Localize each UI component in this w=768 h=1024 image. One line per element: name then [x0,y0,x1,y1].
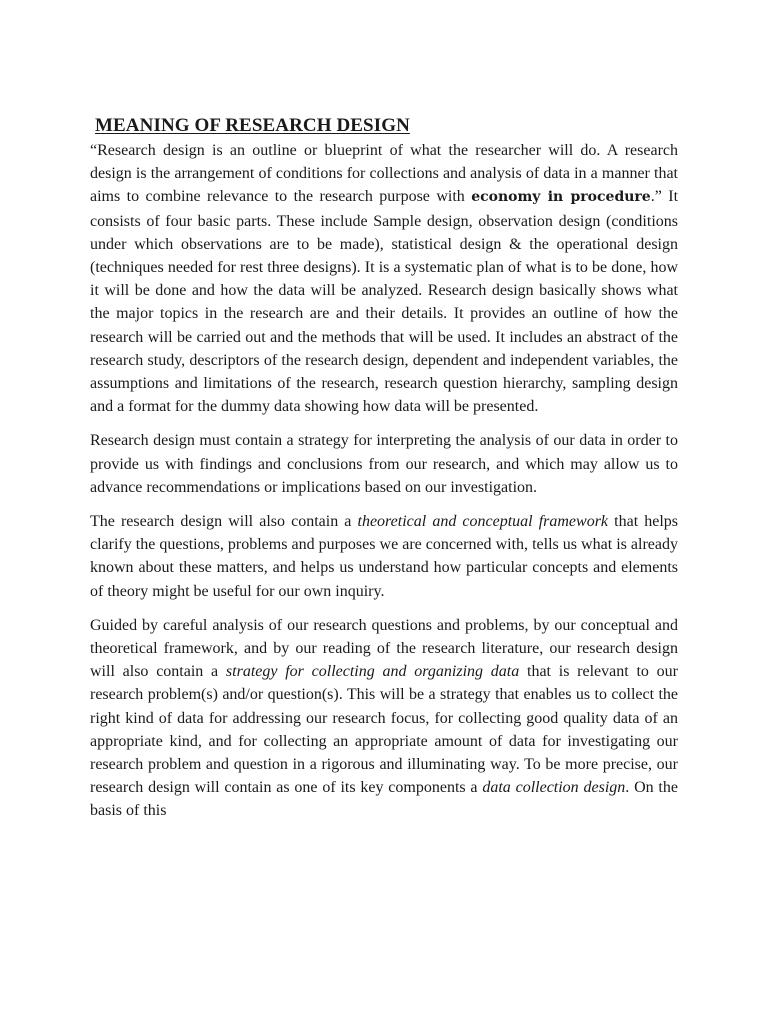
emphasis-italic: data collection design [482,779,626,797]
paragraph-definition [90,139,678,418]
emphasis-italic: s [354,478,361,496]
text-run: that is relevant to our research problem(s) and/or question(s). This will be a strategy that enables us to collect the right kind of data for addressing our research focus, for collecting good quality data of an appropriate kind, and for collecting an appropriate amount of data for investigating our research problem and question in a rigorous and illuminating way. To be more precise, our research design will contain as one of its key components a [90,663,679,797]
text-run: Guided by careful analysis of our research questions and problems, by our conceptual and theoretical framework, and by our reading of the research literature, our research design will also contain a [90,616,678,681]
paragraph-framework [90,510,678,603]
text-run: .” It consists of four basic parts. These include Sample design, observation design (conditions under which observations are to be made), statistical design & the operational design (techniques needed for rest three designs). It is a systematic plan of what is to be done, how it will be done and how the data will be analyzed. Research design basically shows what the major topics in the research are and their details. It provides an outline of how the research will be carried out and the methods that will be used. It includes an abstract of the research study, descriptors of the research design, dependent and independent variables, the assumptions and limitations of the research, research question hierarchy, sampling design and a format for the dummy data showing how data will be presented. [90,188,679,416]
paragraph-strategy [90,429,678,499]
text-run: that helps clarify the questions, problems and purposes we are concerned with, tells us what is already known about these matters, and helps us understand how particular concepts and elements of theory might be useful for our own inquiry. [90,513,679,600]
text-run: The research design will also contain a [90,513,358,531]
emphasis-bold: economy in procedure [471,189,651,206]
document-page [90,114,678,834]
text-run: . On the basis of this [90,779,678,820]
text-run: based on our investigation. [360,478,538,496]
text-run: “Research design is an outline or blueprint of what the researcher will do. A research design is the arrangement of conditions for collections and analysis of data in a manner that aims to combine relevance to the research purpose with [90,142,678,206]
emphasis-italic: strategy for collecting and organizing data [225,663,520,681]
emphasis-italic: theoretical and conceptual framework [357,513,609,531]
page-title: MEANING OF RESEARCH DESIGN [95,115,410,136]
text-run: Research design must contain a strategy for interpreting the analysis of our data in order to provide us with findings and conclusions from our research, and which may allow us to advance recommendations or implication [90,432,678,496]
paragraph-data-collection [90,614,678,823]
